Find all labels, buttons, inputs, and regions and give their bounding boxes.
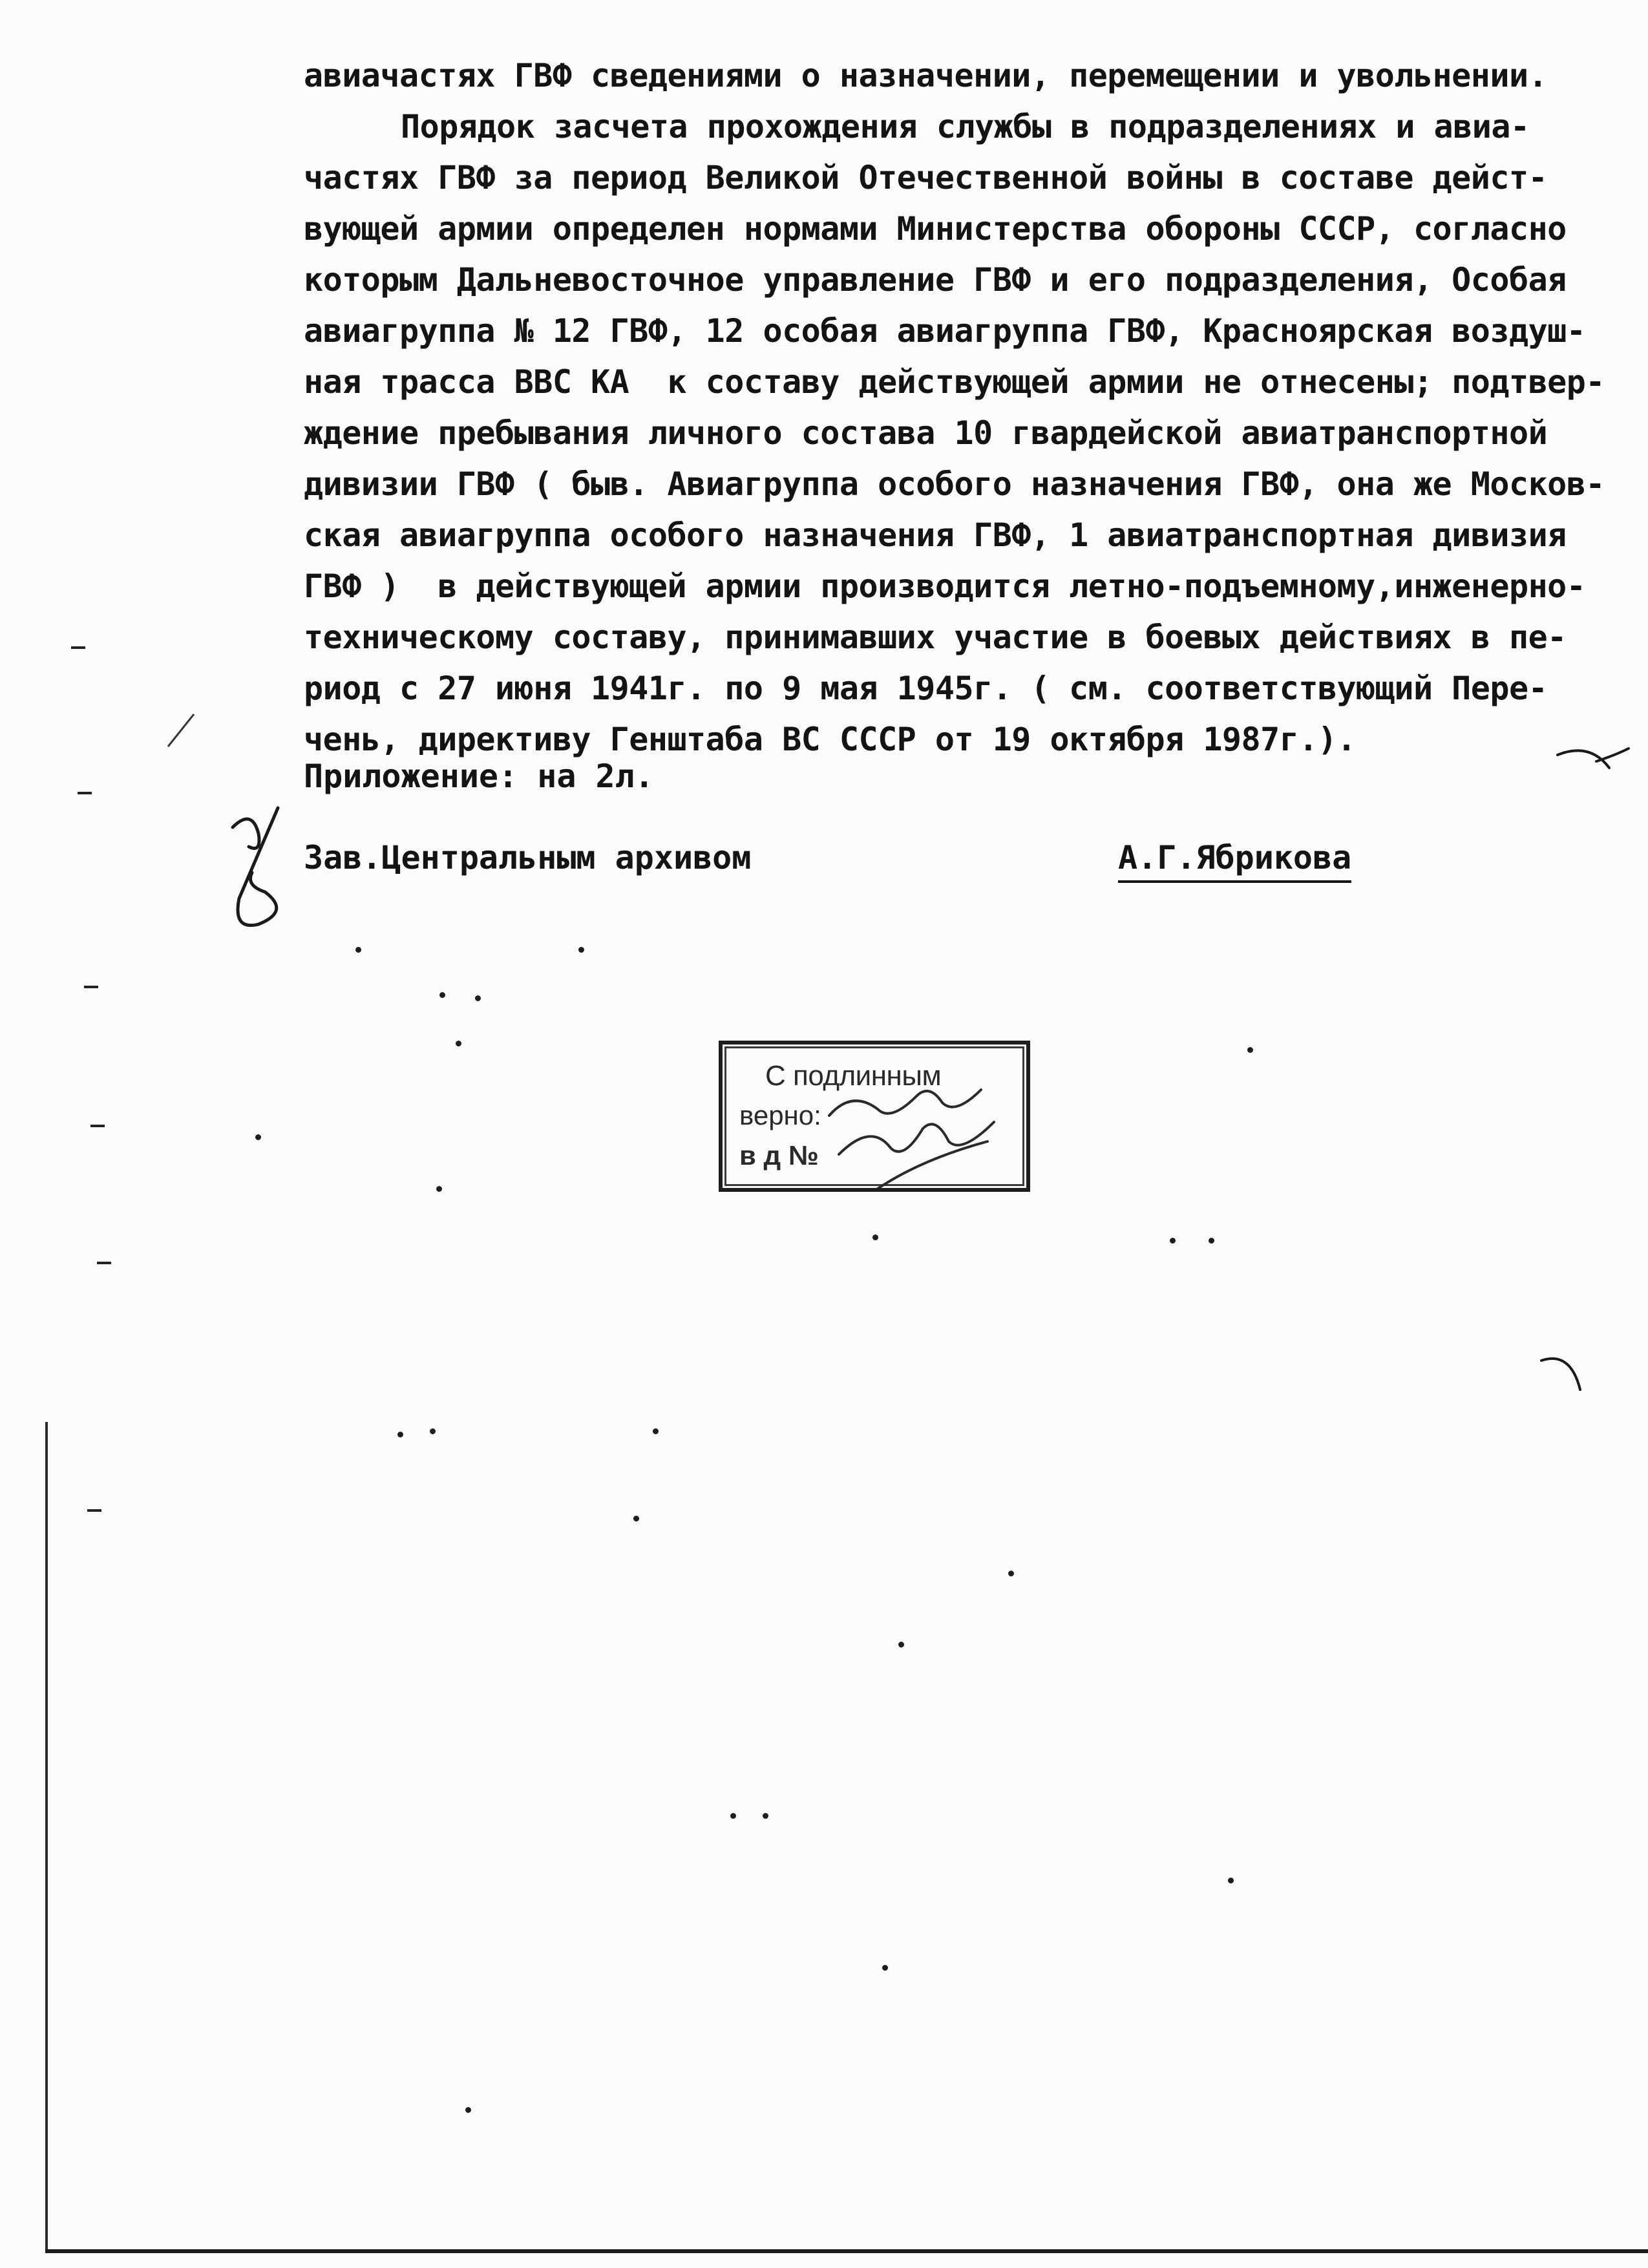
body-line: авиачастях ГВФ сведениями о назначении, перемещении и увольнении. xyxy=(304,57,1548,94)
body-line: Порядок засчета прохождения службы в подразделениях и авиа- xyxy=(401,108,1530,145)
paper-speck xyxy=(882,1965,888,1971)
paper-speck xyxy=(763,1813,768,1819)
attachment-note: Приложение: на 2л. xyxy=(304,758,654,795)
document-body xyxy=(304,50,1609,765)
paper-speck xyxy=(730,1813,736,1819)
margin-arc-mark xyxy=(1538,1351,1590,1396)
stamp-line-1: С подлинным xyxy=(765,1060,942,1092)
certification-stamp xyxy=(719,1041,1030,1192)
margin-dash xyxy=(97,1262,111,1264)
paper-speck xyxy=(1008,1571,1014,1576)
body-line: частях ГВФ за период Великой Отечественной войны в составе дейст- xyxy=(304,159,1548,196)
paper-speck xyxy=(456,1041,461,1046)
body-line: чень, директиву Генштаба ВС СССР от 19 октября 1987г.). xyxy=(304,721,1357,758)
paper-speck xyxy=(633,1516,639,1521)
paper-speck xyxy=(475,995,481,1001)
stamp-line-3: в д № xyxy=(739,1140,819,1171)
handwritten-initials-mark xyxy=(213,801,317,950)
margin-slash-mark xyxy=(162,711,200,750)
margin-dash xyxy=(90,1125,105,1127)
body-line: ская авиагруппа особого назначения ГВФ, 1 авиатранспортная дивизия xyxy=(304,516,1567,554)
scan-edge-left xyxy=(45,1422,48,2252)
paper-speck xyxy=(439,992,445,998)
margin-dash xyxy=(71,646,85,649)
scan-edge-bottom xyxy=(45,2249,1648,2253)
margin-scribble-mark xyxy=(1551,742,1635,794)
stamp-line-2: верно: xyxy=(739,1100,821,1130)
body-line: риод с 27 июня 1941г. по 9 мая 1945г. ( см. соответствующий Пере- xyxy=(304,670,1548,707)
margin-dash xyxy=(78,792,92,794)
body-line: вующей армии определен нормами Министерства обороны СССР, согласно xyxy=(304,210,1567,248)
signer-title: Зав.Центральным архивом xyxy=(304,839,752,876)
body-line: техническому составу, принимавших участие в боевых действиях в пе- xyxy=(304,619,1567,656)
signer-name: А.Г.Ябрикова xyxy=(1118,839,1351,883)
body-line: ГВФ ) в действующей армии производится летно-подъемному,инженерно- xyxy=(304,567,1586,605)
paper-speck xyxy=(898,1642,904,1648)
paper-speck xyxy=(1170,1238,1176,1244)
body-line: ждение пребывания личного состава 10 гвардейской авиатранспортной xyxy=(304,414,1548,452)
margin-dash xyxy=(87,1509,101,1512)
paper-speck xyxy=(653,1428,659,1434)
body-line: авиагруппа № 12 ГВФ, 12 особая авиагруппа ГВФ, Красноярская воздуш- xyxy=(304,312,1586,350)
paper-speck xyxy=(355,947,361,953)
paper-speck xyxy=(465,2107,471,2113)
paper-speck xyxy=(1247,1047,1253,1053)
paper-speck xyxy=(872,1235,878,1240)
stamp-handwritten-signature xyxy=(723,1044,1026,1188)
paper-speck xyxy=(430,1428,436,1434)
body-line: дивизии ГВФ ( быв. Авиагруппа особого назначения ГВФ, она же Москов- xyxy=(304,465,1605,503)
margin-dash xyxy=(84,986,98,988)
body-line: которым Дальневосточное управление ГВФ и его подразделения, Особая xyxy=(304,261,1567,299)
paper-speck xyxy=(255,1134,261,1140)
paper-speck xyxy=(578,947,584,953)
paper-speck xyxy=(397,1432,403,1437)
paper-speck xyxy=(1228,1878,1234,1883)
paper-speck xyxy=(436,1186,442,1192)
paper-speck xyxy=(1209,1238,1214,1244)
body-line: ная трасса ВВС КА к составу действующей армии не отнесены; подтвер- xyxy=(304,363,1605,401)
